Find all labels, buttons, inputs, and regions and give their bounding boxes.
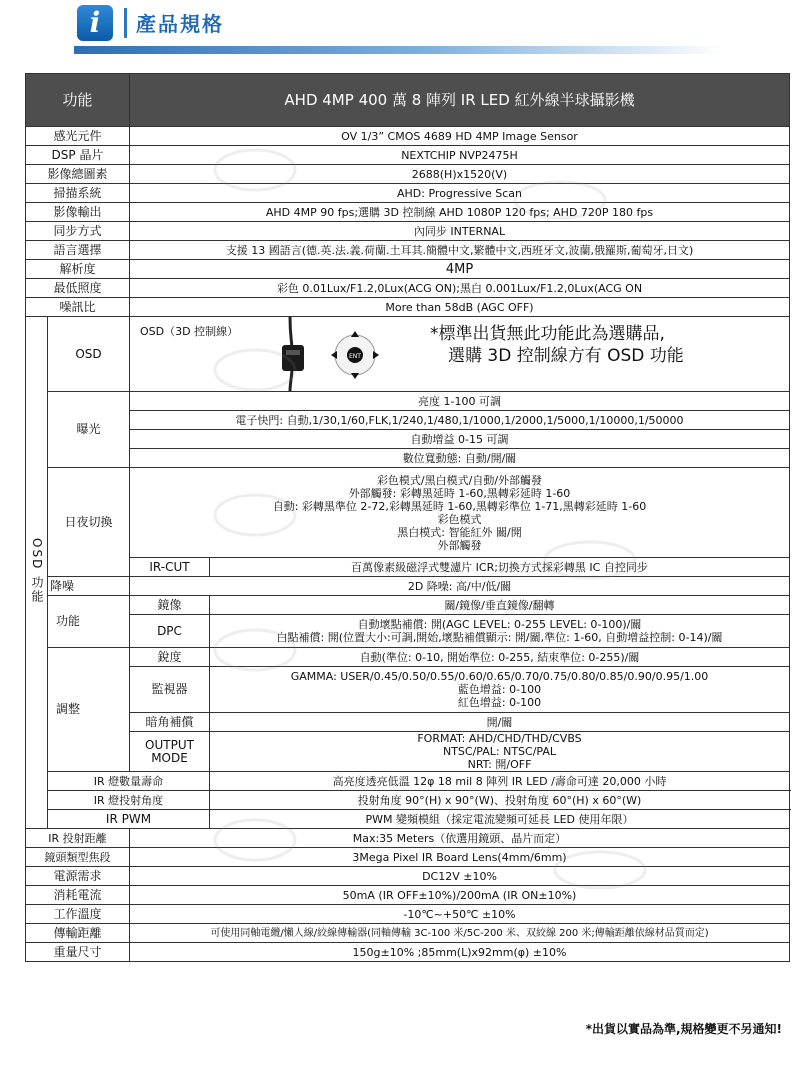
row-label: 影像輸出 bbox=[26, 203, 130, 222]
monitor-line: 藍色增益: 0-100 bbox=[457, 683, 542, 696]
daynight-line: 黑白模式: 智能紅外 關/開 bbox=[397, 525, 522, 539]
dpc-label: DPC bbox=[130, 615, 210, 648]
row-value: 50mA (IR OFF±10%)/200mA (IR ON±10%) bbox=[130, 886, 790, 905]
row-value: NEXTCHIP NVP2475H bbox=[130, 146, 790, 165]
shading-label: 暗角補償 bbox=[130, 713, 210, 732]
table-row bbox=[26, 810, 790, 829]
row-value: 彩色 0.01Lux/F1.2,0Lux(ACG ON);黑白 0.001Lux/F1.2,0Lux(ACG ON bbox=[130, 279, 790, 298]
row-label: 傳輸距離 bbox=[26, 924, 130, 943]
sharpness-value: 自動(準位: 0-10, 開始準位: 0-255, 結束準位: 0-255)/關 bbox=[210, 648, 790, 667]
ircut-value: 百萬像素級磁浮式雙濾片 ICR;切換方式採彩轉黑 IC 自控同步 bbox=[210, 558, 790, 577]
row-value: AHD 4MP 90 fps;選購 3D 控制線 AHD 1080P 120 fps; AHD 720P 180 fps bbox=[130, 203, 790, 222]
nr-row bbox=[26, 577, 790, 596]
ircut-label: IR-CUT bbox=[130, 558, 210, 577]
table-row bbox=[26, 222, 790, 241]
row-label: 工作溫度 bbox=[26, 905, 130, 924]
daynight-values bbox=[130, 468, 790, 558]
table-row bbox=[26, 203, 790, 222]
dpc-row bbox=[26, 615, 790, 648]
daynight-row bbox=[26, 468, 790, 558]
monitor-value bbox=[210, 667, 790, 713]
row-value: AHD: Progressive Scan bbox=[130, 184, 790, 203]
row-label: 最低照度 bbox=[26, 279, 130, 298]
footer-note: *出貨以實品為準,規格變更不另通知! bbox=[585, 1022, 782, 1036]
daynight-line: 自動: 彩轉黑準位 2-72,彩轉黑延時 1-60,黑轉彩準位 1-71,黑轉彩延時 1-60 bbox=[272, 499, 647, 513]
exposure-brightness: 亮度 1-100 可調 bbox=[130, 392, 790, 411]
exposure-shutter: 電子快門: 自動,1/30,1/60,FLK,1/240,1/480,1/1000,1/2000,1/5000,1/10000,1/50000 bbox=[130, 411, 790, 430]
row-value: -10℃~+50℃ ±10% bbox=[130, 905, 790, 924]
osd-label: OSD bbox=[48, 317, 130, 392]
row-value: 投射角度 90°(H) x 90°(W)、投射角度 60°(H) x 60°(W) bbox=[210, 791, 790, 810]
output-line: NTSC/PAL: NTSC/PAL bbox=[442, 745, 556, 758]
osd-value-cell bbox=[130, 317, 790, 392]
sharpness-label: 銳度 bbox=[130, 648, 210, 667]
row-label: IR 燈數量壽命 bbox=[48, 772, 210, 791]
nr-value: 2D 降噪: 高/中/低/關 bbox=[130, 577, 790, 596]
func-row bbox=[26, 596, 790, 615]
table-row bbox=[26, 905, 790, 924]
header-gradient-line bbox=[74, 46, 724, 54]
table-row bbox=[26, 241, 790, 260]
header-divider bbox=[124, 8, 127, 38]
row-label: 語言選擇 bbox=[26, 241, 130, 260]
info-icon: i bbox=[77, 5, 113, 41]
output-label-line-1: OUTPUT bbox=[145, 737, 194, 752]
spec-table bbox=[25, 73, 790, 962]
section-header bbox=[0, 0, 800, 60]
daynight-line: 外部觸發 bbox=[437, 538, 482, 552]
row-value: 2688(H)x1520(V) bbox=[130, 165, 790, 184]
dpc-line-1: 自動壞點補償: 開(AGC LEVEL: 0-255 LEVEL: 0-100)/關 bbox=[357, 618, 642, 631]
row-label: 同步方式 bbox=[26, 222, 130, 241]
table-row bbox=[26, 943, 790, 962]
daynight-label: 日夜切換 bbox=[48, 468, 130, 577]
table-row bbox=[26, 924, 790, 943]
output-label-line-2: MODE bbox=[151, 750, 188, 765]
row-value: 內同步 INTERNAL bbox=[130, 222, 790, 241]
table-row bbox=[26, 848, 790, 867]
table-row bbox=[26, 279, 790, 298]
svg-text:ENT: ENT bbox=[349, 353, 361, 360]
shading-value: 開/關 bbox=[210, 713, 790, 732]
row-value: 高亮度透亮低溫 12φ 18 mil 8 陣列 IR LED /壽命可達 20,000 小時 bbox=[210, 772, 790, 791]
table-row bbox=[26, 146, 790, 165]
osd-sub-label: OSD（3D 控制線） bbox=[140, 325, 239, 338]
osd-group-label: OSD 功能 bbox=[30, 537, 44, 605]
monitor-line: 紅色增益: 0-100 bbox=[457, 696, 542, 709]
row-label: IR 投射距離 bbox=[26, 829, 130, 848]
output-line: NRT: 開/OFF bbox=[467, 758, 532, 771]
row-value: 支援 13 國語言(德.英.法.義.荷蘭.土耳其.簡體中文,繁體中文,西班牙文,波蘭,俄羅斯,葡萄牙,日文) bbox=[130, 241, 790, 260]
row-label: 重量尺寸 bbox=[26, 943, 130, 962]
ircut-row bbox=[26, 558, 790, 577]
table-row bbox=[26, 772, 790, 791]
adjust-row bbox=[26, 648, 790, 667]
row-label: 電源需求 bbox=[26, 867, 130, 886]
row-label: 掃描系統 bbox=[26, 184, 130, 203]
adjust-label: 調整 bbox=[48, 648, 130, 772]
row-value: 150g±10% ;85mm(L)x92mm(φ) ±10% bbox=[130, 943, 790, 962]
table-row bbox=[26, 260, 790, 279]
osd-note bbox=[430, 323, 684, 367]
exposure-row bbox=[26, 430, 790, 449]
mirror-value: 關/鏡像/垂直鏡像/翻轉 bbox=[210, 596, 790, 615]
row-label: IR PWM bbox=[48, 810, 210, 829]
row-value: DC12V ±10% bbox=[130, 867, 790, 886]
daynight-line: 彩色模式/黑白模式/自動/外部觸發 bbox=[376, 473, 543, 487]
row-value: Max:35 Meters（依選用鏡頭、晶片而定） bbox=[130, 829, 790, 848]
exposure-label: 曝光 bbox=[48, 392, 130, 468]
table-row bbox=[26, 127, 790, 146]
table-row bbox=[26, 886, 790, 905]
row-value: 3Mega Pixel IR Board Lens(4mm/6mm) bbox=[130, 848, 790, 867]
exposure-row bbox=[26, 449, 790, 468]
osd-note-line-1: *標準出貨無此功能此為選購品, bbox=[430, 324, 665, 344]
row-value: 可使用同軸電纜/懶人線/絞線傳輸器(同軸傳輸 3C-100 米/5C-200 米、双絞線 200 米;傳輸距離依線材品質而定) bbox=[130, 924, 790, 943]
dpc-value bbox=[210, 615, 790, 648]
row-value: OV 1/3” CMOS 4689 HD 4MP Image Sensor bbox=[130, 127, 790, 146]
row-label: 鏡頭類型焦段 bbox=[26, 848, 130, 867]
dpc-line-2: 白點補償: 開(位置大小:可調,開始,壞點補償顯示: 開/關,準位: 1-60, 自動增益控制: 0-14)/關 bbox=[276, 631, 723, 644]
table-row bbox=[26, 298, 790, 317]
table-row bbox=[26, 165, 790, 184]
exposure-agc: 自動增益 0-15 可調 bbox=[130, 430, 790, 449]
row-value: 4MP bbox=[130, 260, 790, 279]
section-title: 產品規格 bbox=[136, 12, 224, 36]
shading-row bbox=[26, 713, 790, 732]
osd-group-cell bbox=[26, 317, 48, 829]
row-label: IR 燈投射角度 bbox=[48, 791, 210, 810]
osd-note-line-2: 選購 3D 控制線方有 OSD 功能 bbox=[448, 346, 684, 366]
output-value bbox=[210, 732, 790, 772]
row-label: 解析度 bbox=[26, 260, 130, 279]
table-row bbox=[26, 791, 790, 810]
output-row bbox=[26, 732, 790, 772]
table-header-row bbox=[26, 74, 790, 127]
row-label: 噪訊比 bbox=[26, 298, 130, 317]
table-row bbox=[26, 184, 790, 203]
header-label: 功能 bbox=[26, 74, 130, 127]
monitor-label: 監視器 bbox=[130, 667, 210, 713]
exposure-row bbox=[26, 392, 790, 411]
row-value: PWM 變頻模組（採定電流變頻可延長 LED 使用年限） bbox=[210, 810, 790, 829]
row-label: 感光元件 bbox=[26, 127, 130, 146]
row-label: 影像總圖素 bbox=[26, 165, 130, 184]
monitor-line: GAMMA: USER/0.45/0.50/0.55/0.60/0.65/0.70/0.75/0.80/0.85/0.90/0.95/1.00 bbox=[290, 670, 709, 683]
nr-label: 降噪 bbox=[48, 577, 130, 596]
header-value: AHD 4MP 400 萬 8 陣列 IR LED 紅外線半球攝影機 bbox=[130, 74, 790, 127]
row-label: 消耗電流 bbox=[26, 886, 130, 905]
exposure-wdr: 數位寬動態: 自動/開/關 bbox=[130, 449, 790, 468]
table-row bbox=[26, 829, 790, 848]
table-row bbox=[26, 867, 790, 886]
daynight-line: 外部觸發: 彩轉黑延時 1-60,黑轉彩延時 1-60 bbox=[348, 486, 571, 500]
exposure-row bbox=[26, 411, 790, 430]
row-value: More than 58dB (AGC OFF) bbox=[130, 298, 790, 317]
output-line: FORMAT: AHD/CHD/THD/CVBS bbox=[417, 732, 582, 745]
output-label bbox=[130, 732, 210, 772]
mirror-label: 鏡像 bbox=[130, 596, 210, 615]
func-label: 功能 bbox=[48, 596, 130, 648]
osd-row bbox=[26, 317, 790, 392]
row-label: DSP 晶片 bbox=[26, 146, 130, 165]
monitor-row bbox=[26, 667, 790, 713]
daynight-line: 彩色模式 bbox=[437, 512, 482, 526]
osd-control-cable-image bbox=[270, 317, 420, 391]
